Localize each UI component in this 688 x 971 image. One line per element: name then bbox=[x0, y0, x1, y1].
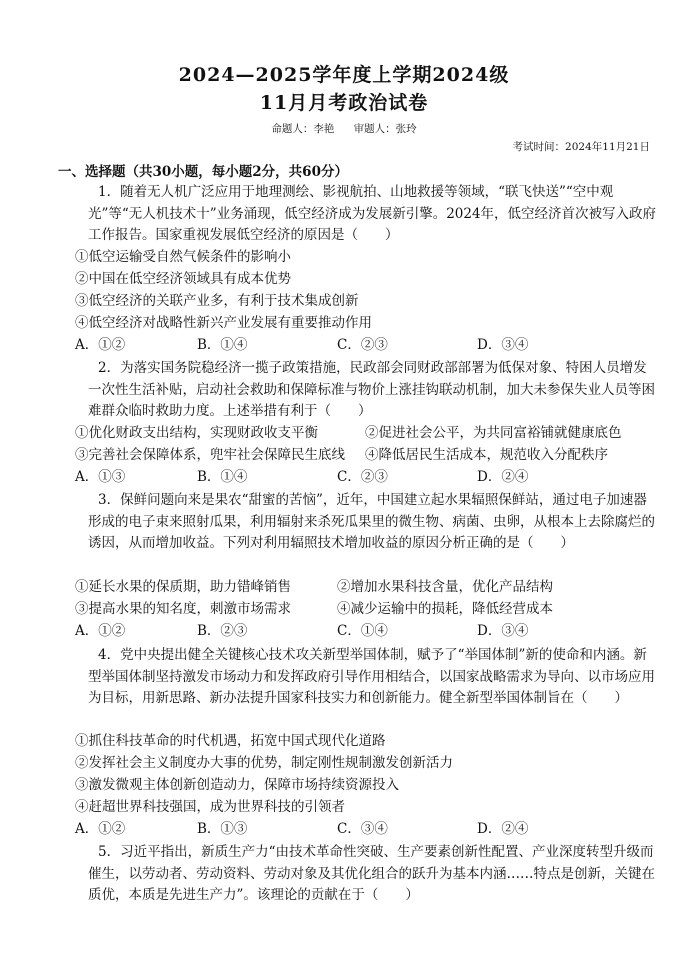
question-2-option: ③完善社会保障体系，兜牢社会保障民生底线 bbox=[75, 447, 345, 463]
question-3-answer-a[interactable]: A．①② bbox=[75, 623, 126, 639]
question-4-answer-d[interactable]: D．②④ bbox=[477, 821, 529, 837]
question-2-answer-b[interactable]: B．①④ bbox=[197, 469, 248, 485]
question-4-option: ①抓住科技革命的时代机遇，拓宽中国式现代化道路 bbox=[75, 733, 386, 749]
section-title: 一、选择题（共30小题，每小题2分，共60分） bbox=[58, 164, 348, 180]
question-1-answer-b[interactable]: B．①④ bbox=[197, 337, 248, 353]
question-4-option: ④赶超世界科技强国，成为世界科技的引领者 bbox=[75, 799, 345, 815]
question-4-option: ③激发微观主体创新创造动力，保障市场持续资源投入 bbox=[75, 777, 399, 793]
question-5-stem: 5．习近平指出，新质生产力“由技术革命性突破、生产要素创新性配置、产业深度转型升级而催生，以劳动者、劳动资料、劳动对象及其优化组合的跃升为基本内涵……特点是创新，关键在质优，本质是先进生产力”。该理论的贡献在于（ ） bbox=[88, 844, 655, 903]
question-4-option: ②发挥社会主义制度办大事的优势，制定刚性规制激发创新活力 bbox=[75, 755, 453, 771]
question-4-answer-c[interactable]: C．③④ bbox=[337, 821, 388, 837]
question-2-option: ④降低居民生活成本，规范收入分配秩序 bbox=[365, 447, 608, 463]
question-2-answer-a[interactable]: A．①③ bbox=[75, 469, 126, 485]
question-3-stem: 3．保鲜问题向来是果农“甜蜜的苦恼”，近年，中国建立起水果辐照保鲜站，通过电子加速器形成的电子束来照射瓜果，利用辐射来杀死瓜果里的微生物、病菌、虫卵，从根本上去除腐烂的诱因，从而增加收益。下列对利用辐照技术增加收益的原因分析正确的是（ ） bbox=[88, 492, 655, 551]
exam-time: 考试时间：2024年11月21日 bbox=[512, 141, 650, 153]
reviewer: 审题人：张玲 bbox=[353, 123, 417, 135]
exam-title-line2: 11月月考政治试卷 bbox=[259, 92, 429, 114]
question-1-option: ②中国在低空经济领域具有成本优势 bbox=[75, 271, 291, 287]
question-3-answer-c[interactable]: C．①④ bbox=[337, 623, 388, 639]
question-3-option: ③提高水果的知名度，刺激市场需求 bbox=[75, 601, 291, 617]
question-3-option: ②增加水果科技含量，优化产品结构 bbox=[337, 579, 553, 595]
author-line bbox=[0, 121, 688, 136]
question-1-stem: 1．随着无人机广泛应用于地理测绘、影视航拍、山地救援等领域，“联飞快送”“空中观光”等“无人机技术十”业务涌现，低空经济成为发展新引擎。2024年，低空经济首次被写入政府工作报告。国家重视发展低空经济的原因是（ ） bbox=[88, 184, 657, 243]
question-1-option: ④低空经济对战略性新兴产业发展有重要推动作用 bbox=[75, 315, 372, 331]
question-1-option: ③低空经济的关联产业多，有利于技术集成创新 bbox=[75, 293, 359, 309]
question-3-option: ①延长水果的保质期，助力错峰销售 bbox=[75, 579, 291, 595]
question-1-answer-c[interactable]: C．②③ bbox=[337, 337, 388, 353]
question-2-option: ②促进社会公平，为共同富裕铺就健康底色 bbox=[365, 425, 622, 441]
author: 命题人：李艳 bbox=[271, 123, 335, 135]
question-4-answer-b[interactable]: B．①③ bbox=[197, 821, 248, 837]
question-4-stem: 4．党中央提出健全关键核心技术攻关新型举国体制，赋予了“举国体制”新的使命和内涵。新型举国体制坚持激发市场动力和发挥政府引导作用相结合，以国家战略需求为导向、以市场应用为目标，用新思路、新办法提升国家科技实力和创新能力。健全新型举国体制旨在（ ） bbox=[88, 647, 655, 706]
question-3-answer-d[interactable]: D．③④ bbox=[477, 623, 529, 639]
exam-title-line1: 2024—2025学年度上学期2024级 bbox=[178, 64, 510, 86]
question-1-answer-d[interactable]: D．③④ bbox=[477, 337, 529, 353]
question-3-option: ④减少运输中的损耗，降低经营成本 bbox=[337, 601, 553, 617]
question-2-answer-c[interactable]: C．②③ bbox=[337, 469, 388, 485]
question-4-answer-a[interactable]: A．①② bbox=[75, 821, 126, 837]
question-2-answer-d[interactable]: D．②④ bbox=[477, 469, 529, 485]
question-3-answer-b[interactable]: B．②③ bbox=[197, 623, 248, 639]
question-2-stem: 2．为落实国务院稳经济一揽子政策措施，民政部会同财政部部署为低保对象、特困人员增发一次性生活补贴，启动社会救助和保障标准与物价上涨挂钩联动机制，加大未参保失业人员等困难群众临时救助力度。上述举措有利于（ ） bbox=[88, 360, 655, 419]
question-1-answer-a[interactable]: A．①② bbox=[75, 337, 126, 353]
question-2-option: ①优化财政支出结构，实现财政收支平衡 bbox=[75, 425, 318, 441]
question-1-option: ①低空运输受自然气候条件的影响小 bbox=[75, 249, 291, 265]
